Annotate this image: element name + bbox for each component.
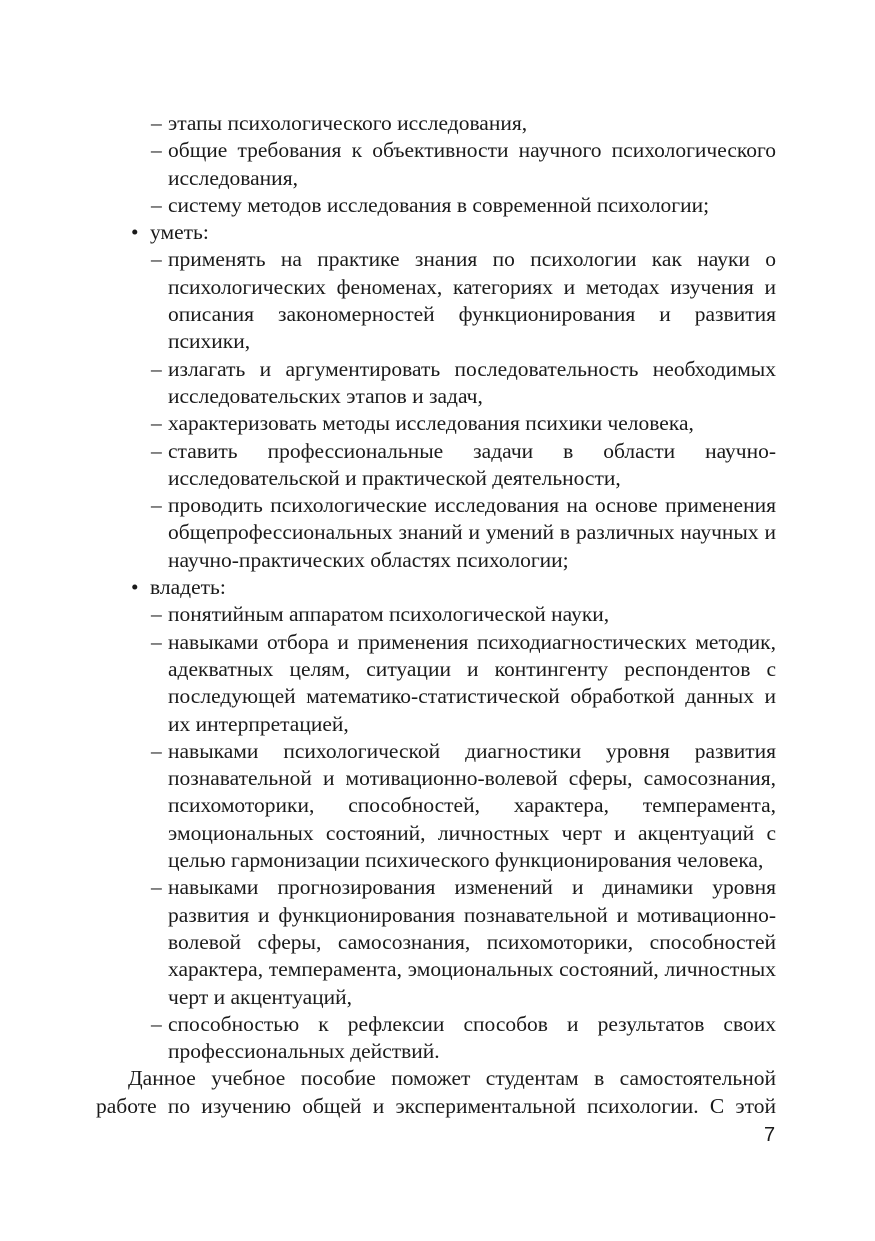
page-number: 7	[764, 1124, 776, 1146]
list-item: – общие требования к объективности научного психологического исследования,	[96, 137, 776, 192]
list-item: – понятийным аппаратом психологической науки,	[96, 601, 776, 628]
list-item: – систему методов исследования в современной психологии;	[96, 192, 776, 219]
list-item: – ставить профессиональные задачи в области научно-исследовательской и практической деятельности,	[96, 438, 776, 493]
skills-list	[96, 246, 776, 574]
closing-paragraph: Данное учебное пособие поможет студентам в самостоятельной работе по изучению общей и экспериментальной психологии. С этой	[96, 1066, 776, 1118]
list-item: – применять на практике знания по психологии как науки о психологических феноменах, категориях и методах изучения и описания закономерностей функционирования и развития психики,	[96, 246, 776, 355]
list-item: – проводить психологические исследования на основе применения общепрофессиональных знаний и умений в различных научных и научно-практических областях психологии;	[96, 492, 776, 574]
know-list	[96, 110, 776, 219]
possess-heading: • владеть:	[96, 574, 776, 601]
skills-heading: • уметь:	[96, 219, 776, 246]
possess-list	[96, 601, 776, 1065]
list-item: – способностью к рефлексии способов и результатов своих профессиональных действий.	[96, 1011, 776, 1066]
list-item: – навыками отбора и применения психодиагностических методик, адекватных целям, ситуации и контингенту респондентов с последующей математико-статистической обработкой данных и их интерпретацией,	[96, 629, 776, 738]
list-item: – навыками психологической диагностики уровня развития познавательной и мотивационно-волевой сферы, самосознания, психомоторики, способностей, характера, темперамента, эмоциональных состояний, личностных черт и акцентуаций с целью гармонизации психического функционирования человека,	[96, 738, 776, 874]
list-item: – навыками прогнозирования изменений и динамики уровня развития и функционирования познавательной и мотивационно-волевой сферы, самосознания, психомоторики, способностей характера, темперамента, эмоциональных состояний, личностных черт и акцентуаций,	[96, 874, 776, 1010]
list-item: – излагать и аргументировать последовательность необходимых исследовательских этапов и задач,	[96, 356, 776, 411]
list-item: – этапы психологического исследования,	[96, 110, 776, 137]
list-item: – характеризовать методы исследования психики человека,	[96, 410, 776, 437]
page-content	[96, 110, 776, 1120]
